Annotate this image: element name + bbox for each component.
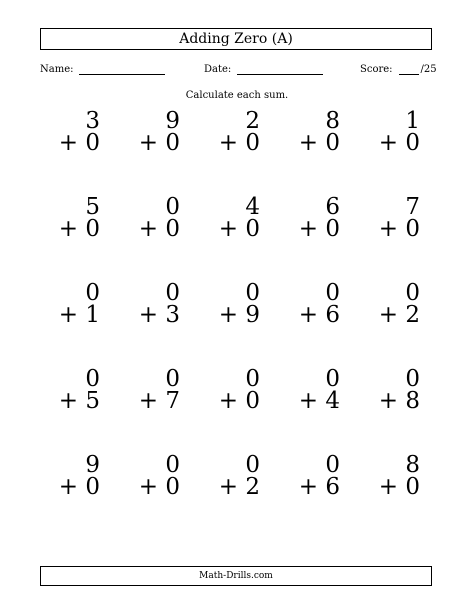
problem-4: [280, 110, 340, 154]
student-info-row: [40, 64, 437, 80]
problem-15: [360, 282, 420, 326]
addend-top: 2: [245, 108, 260, 134]
addend-top: 9: [165, 108, 180, 134]
addend-bottom: + 0: [138, 130, 180, 156]
addend-top: 0: [165, 366, 180, 392]
addend-top: 0: [325, 452, 340, 478]
problem-5: [360, 110, 420, 154]
addend-top: 0: [245, 366, 260, 392]
addend-top: 0: [405, 366, 420, 392]
addend-top: 0: [85, 280, 100, 306]
problem-1: [40, 110, 100, 154]
addend-bottom: + 0: [298, 130, 340, 156]
problem-9: [280, 196, 340, 240]
addend-bottom: + 2: [218, 474, 260, 500]
addend-bottom: + 0: [378, 474, 420, 500]
problem-13: [200, 282, 260, 326]
addend-bottom: + 2: [378, 302, 420, 328]
addend-bottom: + 7: [138, 388, 180, 414]
addend-top: 0: [165, 280, 180, 306]
problem-3: [200, 110, 260, 154]
addend-bottom: + 9: [218, 302, 260, 328]
addend-bottom: + 5: [58, 388, 100, 414]
problem-11: [40, 282, 100, 326]
worksheet-title-box: [40, 28, 432, 50]
addend-bottom: + 0: [218, 216, 260, 242]
addend-bottom: + 0: [378, 216, 420, 242]
addend-bottom: + 0: [58, 130, 100, 156]
addend-top: 8: [325, 108, 340, 134]
addend-top: 9: [85, 452, 100, 478]
addend-bottom: + 8: [378, 388, 420, 414]
worksheet-title: Adding Zero (A): [179, 31, 293, 47]
addend-bottom: + 0: [378, 130, 420, 156]
addend-top: 0: [85, 366, 100, 392]
footer-text: Math-Drills.com: [199, 571, 273, 581]
name-label: Name:: [40, 64, 74, 75]
problem-19: [280, 368, 340, 412]
problem-2: [120, 110, 180, 154]
addend-bottom: + 0: [298, 216, 340, 242]
addend-top: 5: [85, 194, 100, 220]
addend-bottom: + 3: [138, 302, 180, 328]
addend-top: 0: [165, 452, 180, 478]
problem-12: [120, 282, 180, 326]
instructions: Calculate each sum.: [185, 90, 289, 101]
addend-bottom: + 0: [138, 474, 180, 500]
problem-17: [120, 368, 180, 412]
footer-box: [40, 566, 432, 586]
problem-20: [360, 368, 420, 412]
addend-bottom: + 0: [138, 216, 180, 242]
problem-14: [280, 282, 340, 326]
addend-top: 0: [325, 280, 340, 306]
addend-top: 3: [85, 108, 100, 134]
addend-top: 0: [245, 280, 260, 306]
problem-23: [200, 454, 260, 498]
score-label: Score:: [360, 64, 393, 75]
addend-bottom: + 0: [58, 474, 100, 500]
addend-top: 4: [245, 194, 260, 220]
date-label: Date:: [204, 64, 232, 75]
addend-top: 0: [165, 194, 180, 220]
date-field[interactable]: [204, 64, 323, 75]
addend-top: 1: [405, 108, 420, 134]
name-line[interactable]: [79, 64, 165, 75]
problem-25: [360, 454, 420, 498]
addend-bottom: + 4: [298, 388, 340, 414]
problem-22: [120, 454, 180, 498]
addend-bottom: + 0: [58, 216, 100, 242]
addend-top: 6: [325, 194, 340, 220]
problem-10: [360, 196, 420, 240]
date-line[interactable]: [237, 64, 323, 75]
addend-top: 8: [405, 452, 420, 478]
addend-bottom: + 0: [218, 388, 260, 414]
addend-top: 0: [325, 366, 340, 392]
problem-7: [120, 196, 180, 240]
addend-bottom: + 6: [298, 302, 340, 328]
problem-24: [280, 454, 340, 498]
problem-21: [40, 454, 100, 498]
addend-top: 0: [405, 280, 420, 306]
problem-16: [40, 368, 100, 412]
problem-18: [200, 368, 260, 412]
score-line[interactable]: [399, 64, 419, 75]
addend-top: 0: [245, 452, 260, 478]
addend-bottom: + 6: [298, 474, 340, 500]
problem-8: [200, 196, 260, 240]
addend-bottom: + 1: [58, 302, 100, 328]
score-field[interactable]: [360, 64, 437, 75]
addend-bottom: + 0: [218, 130, 260, 156]
addend-top: 7: [405, 194, 420, 220]
score-total: /25: [420, 64, 437, 75]
problem-6: [40, 196, 100, 240]
name-field[interactable]: [40, 64, 165, 75]
